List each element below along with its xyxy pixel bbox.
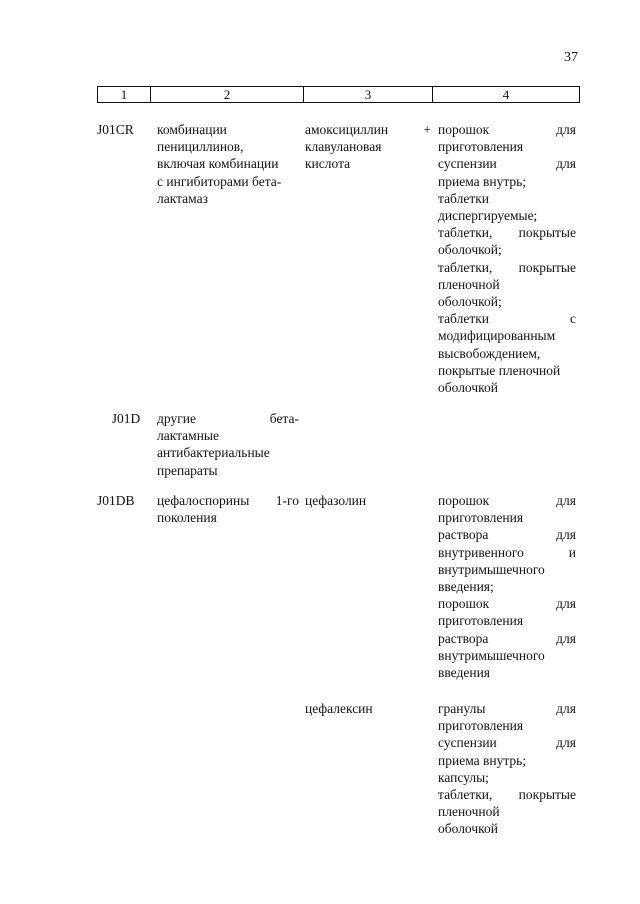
dosage-forms <box>438 492 576 681</box>
form-line: порошок для <box>438 122 576 137</box>
form-line: оболочкой; <box>438 242 502 258</box>
form-line: приготовления <box>438 718 524 734</box>
group-line: пенициллинов, <box>157 139 244 155</box>
table-header <box>97 86 580 103</box>
form-line: введения; <box>438 579 494 595</box>
group-name <box>157 121 299 207</box>
form-line: таблетки <box>438 190 490 206</box>
form-line: покрытые пленочной <box>438 362 561 378</box>
dosage-forms <box>438 700 576 838</box>
form-line: таблетки с <box>438 311 576 327</box>
group-line: комбинации <box>157 122 227 137</box>
group-line: поколения <box>157 510 217 526</box>
form-line: внутримышечного <box>438 647 545 663</box>
form-line: раствора для <box>438 527 576 543</box>
form-line: капсулы; <box>438 769 489 785</box>
form-line: оболочкой <box>438 821 498 837</box>
atc-code: J01D <box>111 411 141 426</box>
form-line: диспергируемые; <box>438 208 538 224</box>
drug-name: цефалексин <box>305 701 373 716</box>
group-line: антибактериальные <box>157 445 270 461</box>
group-line: включая комбинации <box>157 156 279 172</box>
form-line: введения <box>438 665 491 681</box>
form-line: суспензии для <box>438 735 576 751</box>
form-line: пленочной <box>438 276 500 292</box>
form-line: внутримышечного <box>438 561 545 577</box>
drug-line: клавулановая <box>305 139 382 155</box>
form-line: таблетки, покрытые <box>438 259 576 275</box>
group-name <box>157 410 299 479</box>
form-line: приготовления <box>438 139 524 155</box>
form-line: приема внутрь; <box>438 173 527 189</box>
group-line: лактамные <box>157 428 219 444</box>
group-line: цефалоспорины 1-го <box>157 493 299 508</box>
group-name <box>157 492 299 526</box>
header-col-1: 1 <box>98 87 151 103</box>
form-line: приема внутрь; <box>438 752 527 768</box>
form-line: раствора для <box>438 630 576 646</box>
drug-line: кислота <box>305 156 351 172</box>
drug-name <box>305 121 431 173</box>
atc-code: J01CR <box>97 122 134 137</box>
form-line: оболочкой; <box>438 294 502 310</box>
form-line: таблетки, покрытые <box>438 225 576 241</box>
form-line: приготовления <box>438 613 524 629</box>
group-line: другие бета- <box>157 411 299 426</box>
drug-line: амоксициллин + <box>305 122 431 137</box>
header-col-3: 3 <box>304 87 433 103</box>
atc-code: J01DB <box>97 493 135 508</box>
form-line: оболочкой <box>438 380 498 396</box>
group-line: препараты <box>157 462 218 478</box>
form-line: модифицированным <box>438 328 556 344</box>
drug-name: цефазолин <box>305 493 367 508</box>
form-line: пленочной <box>438 804 500 820</box>
form-line: гранулы для <box>438 701 576 716</box>
form-line: приготовления <box>438 510 524 526</box>
dosage-forms <box>438 121 576 396</box>
form-line: порошок для <box>438 596 576 612</box>
header-col-2: 2 <box>151 87 304 103</box>
form-line: суспензии для <box>438 156 576 172</box>
form-line: таблетки, покрытые <box>438 787 576 803</box>
form-line: внутривенного и <box>438 544 576 560</box>
group-line: с ингибиторами бета- <box>157 173 282 189</box>
page-number: 37 <box>564 50 578 65</box>
form-line: порошок для <box>438 493 576 508</box>
header-col-4: 4 <box>433 87 580 103</box>
group-line: лактамаз <box>157 190 208 206</box>
form-line: высвобождением, <box>438 345 541 361</box>
